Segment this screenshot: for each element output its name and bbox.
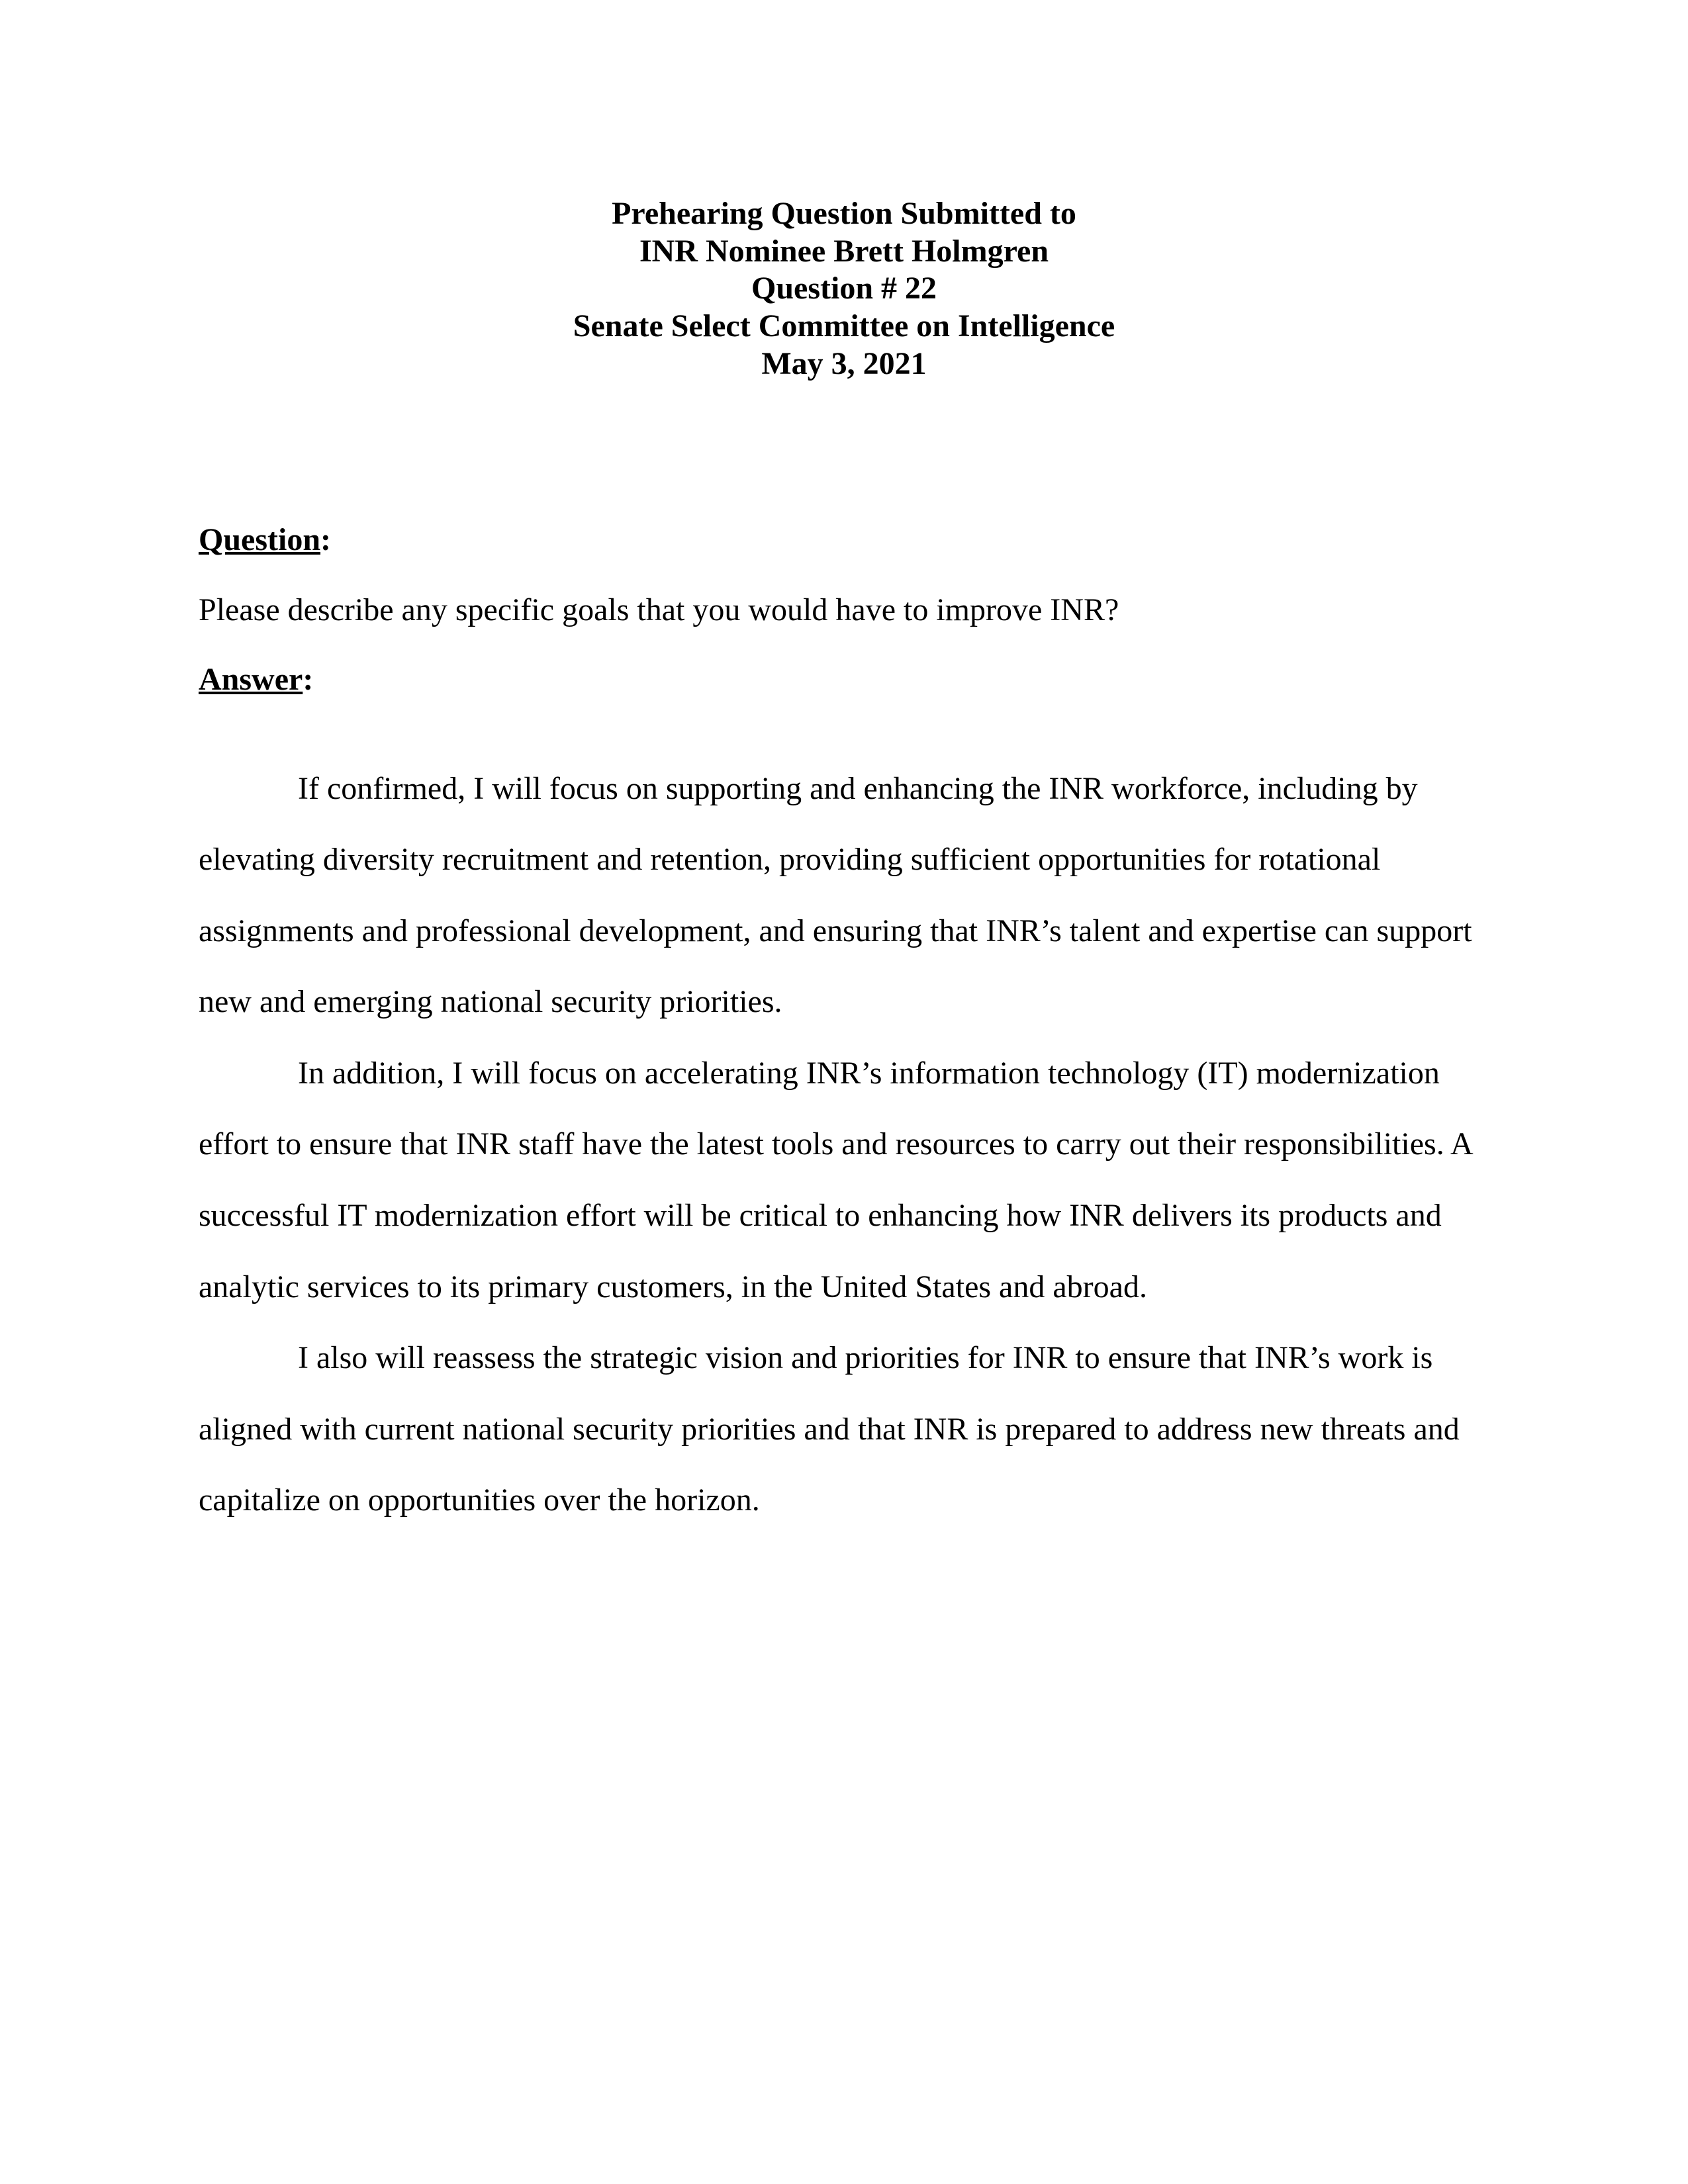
- header-line-committee: Senate Select Committee on Intelligence: [573, 308, 1115, 343]
- header-line-nominee: INR Nominee Brett Holmgren: [639, 233, 1049, 269]
- header-line-date: May 3, 2021: [761, 345, 927, 381]
- answer-paragraph: I also will reassess the strategic vision and priorities for INR to ensure that INR’s work is aligned with current national security priorities and that INR is prepared to address new threats and capitalize on opportunities over the horizon.: [199, 1340, 1460, 1518]
- answer-paragraph: If confirmed, I will focus on supporting and enhancing the INR workforce, including by elevating diversity recruitment and retention, providing sufficient opportunities for rotational assignments and professional development, and ensuring that INR’s talent and expertise can support new and emerging national security priorities.: [199, 770, 1472, 1020]
- question-text: Please describe any specific goals that you would have to improve INR?: [199, 592, 1119, 627]
- question-label-text: Question: [199, 522, 321, 558]
- document-header: [199, 195, 1489, 383]
- header-line-question-number: Question # 22: [751, 271, 937, 306]
- question-label: [199, 505, 1489, 575]
- answer-paragraph: In addition, I will focus on accelerating INR’s information technology (IT) modernization effort to ensure that INR staff have the latest tools and resources to carry out their responsibilities. A successful IT modernization effort will be critical to enhancing how INR delivers its products and analytic services to its primary customers, in the United States and abroad.: [199, 1055, 1472, 1304]
- answer-body: [199, 753, 1489, 1536]
- answer-label-colon: :: [303, 662, 314, 698]
- answer-label-text: Answer: [199, 662, 303, 698]
- answer-label: [199, 645, 1489, 715]
- question-label-colon: :: [320, 522, 332, 558]
- header-line-title: Prehearing Question Submitted to: [612, 196, 1076, 231]
